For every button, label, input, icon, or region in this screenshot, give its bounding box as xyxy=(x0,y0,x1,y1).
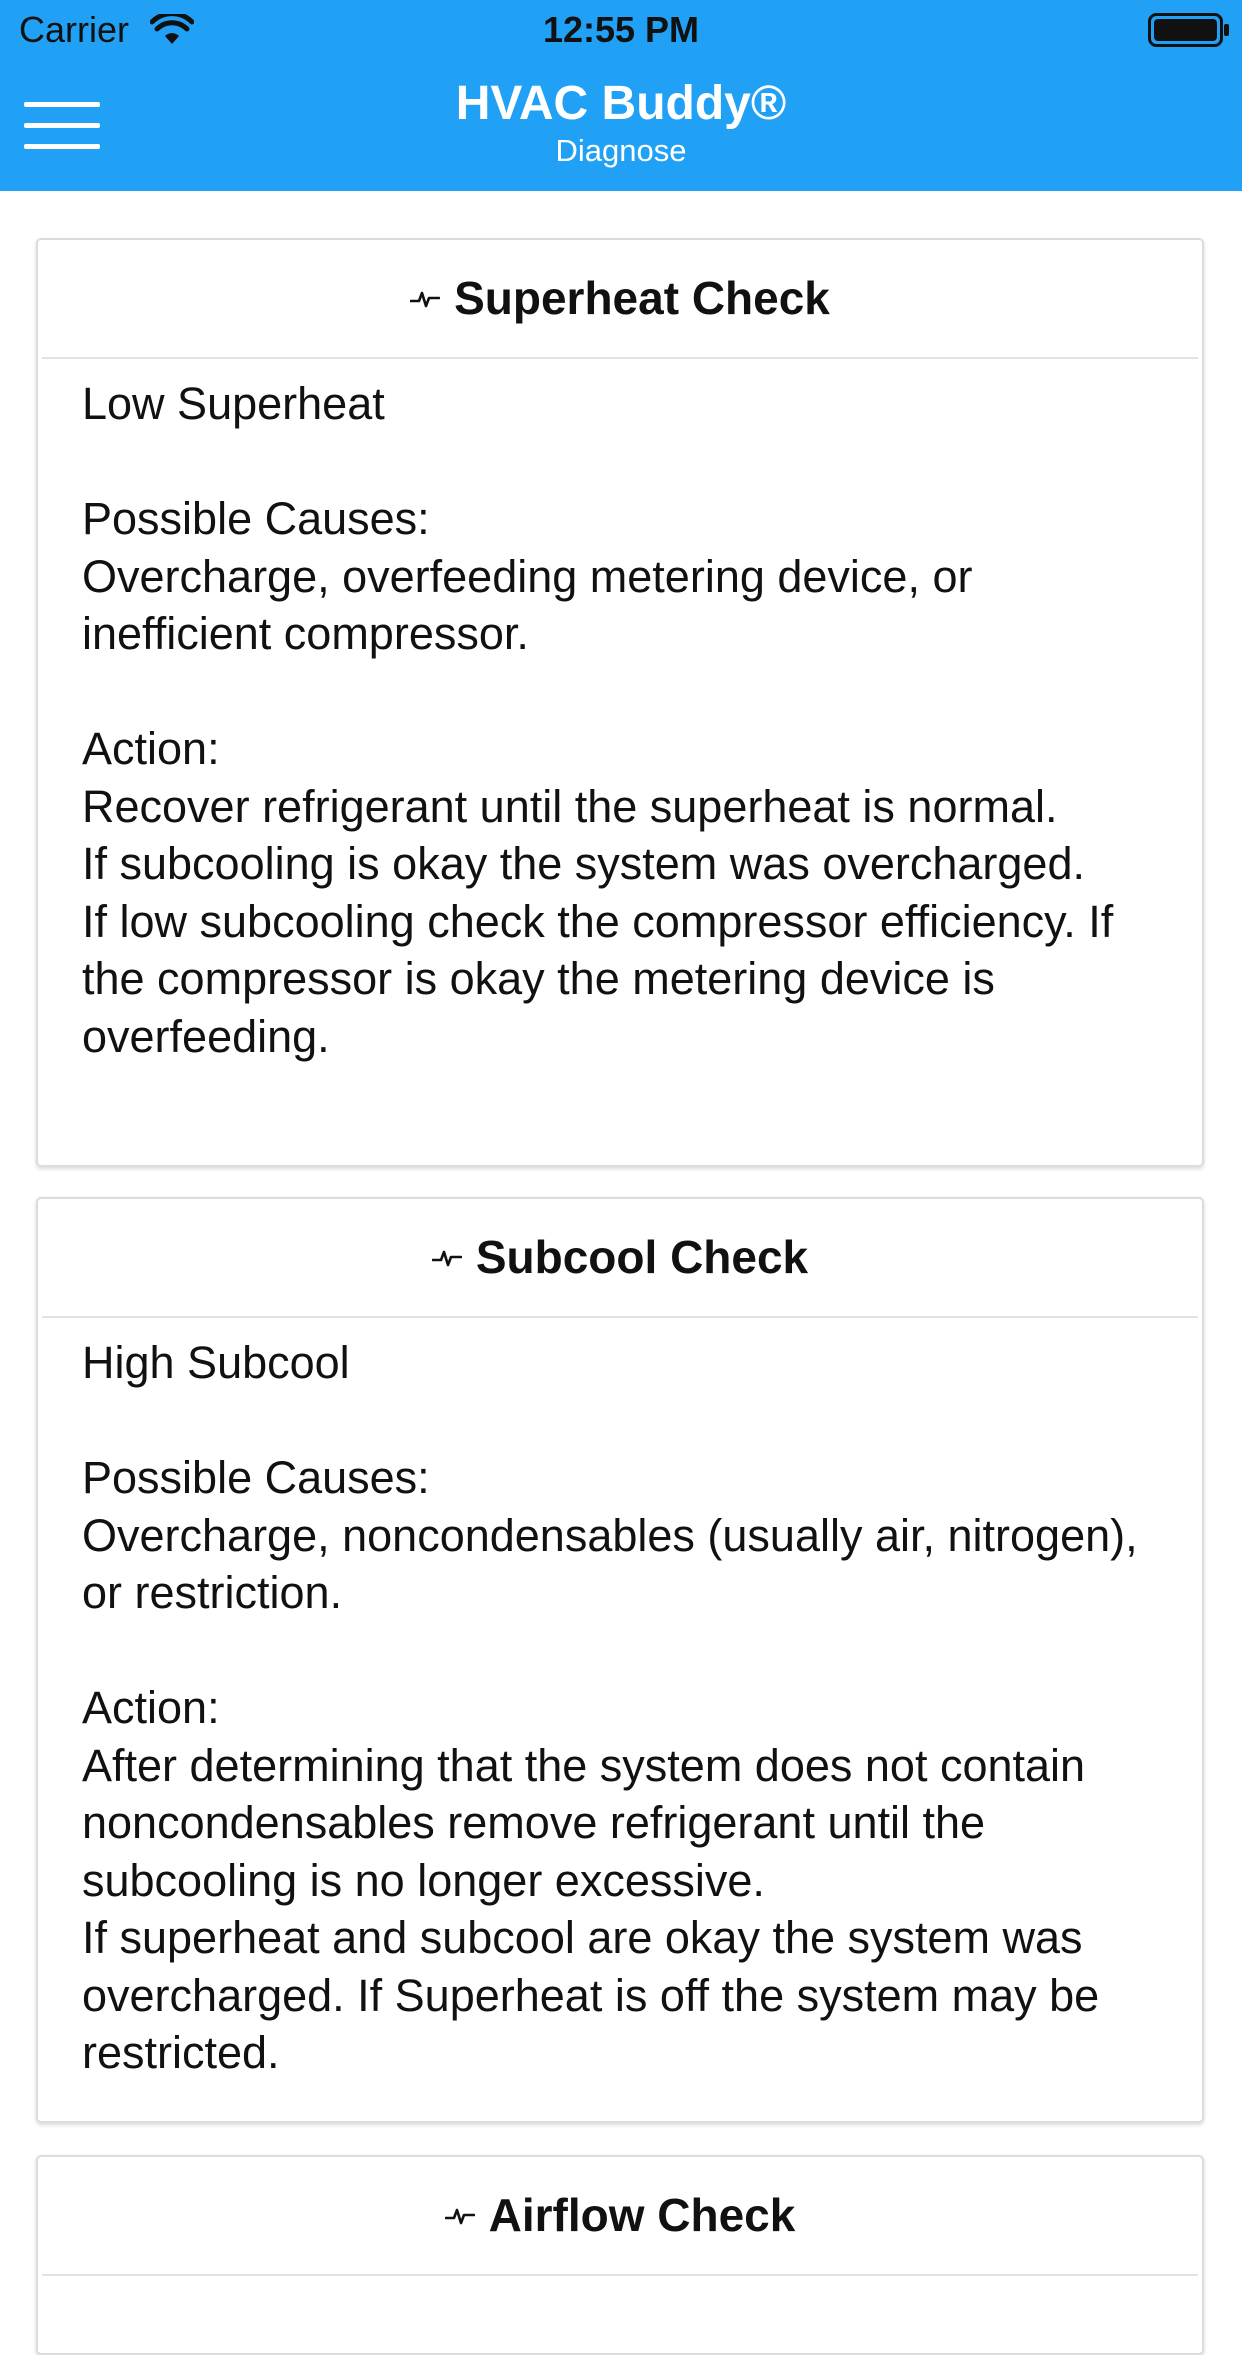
card-header[interactable] xyxy=(42,1199,1198,1318)
battery-icon xyxy=(1148,13,1230,47)
card-title: Superheat Check xyxy=(454,272,830,324)
airflow-check-card xyxy=(36,2155,1204,2355)
card-body-text: High Subcool Possible Causes: Overcharge, noncondensables (usually air, nitrogen), or restriction. Action: After determining that the system does not contain noncondensables remove refrigerant until the subcooling is no longer excessive. If superheat and subcool are okay the system was overcharged. If Superheat is off the system may be restricted. xyxy=(82,1337,1138,2078)
card-body-text: Low Superheat Possible Causes: Overcharge, overfeeding metering device, or inefficient compressor. Action: Recover refrigerant until the superheat is normal. If subcooling is okay the system was overcharged. If low subcooling check the compressor efficiency. If the compressor is okay the metering device is overfeeding. xyxy=(82,378,1114,1062)
pulse-icon xyxy=(410,287,440,309)
card-title: Airflow Check xyxy=(488,2189,796,2241)
navigation-bar xyxy=(0,60,1242,191)
pulse-icon xyxy=(445,2204,475,2226)
superheat-check-card xyxy=(36,238,1204,1167)
carrier-label: Carrier xyxy=(19,9,130,50)
status-bar xyxy=(0,0,1242,60)
subcool-check-card xyxy=(36,1197,1204,2123)
pulse-icon xyxy=(432,1246,462,1268)
app-title: HVAC Buddy® xyxy=(455,77,787,130)
card-header[interactable] xyxy=(42,2157,1198,2276)
card-header[interactable] xyxy=(42,240,1198,359)
clock: 12:55 PM xyxy=(542,9,700,50)
app-header xyxy=(0,0,1242,191)
card-title: Subcool Check xyxy=(475,1231,809,1283)
page-subtitle: Diagnose xyxy=(555,133,687,168)
